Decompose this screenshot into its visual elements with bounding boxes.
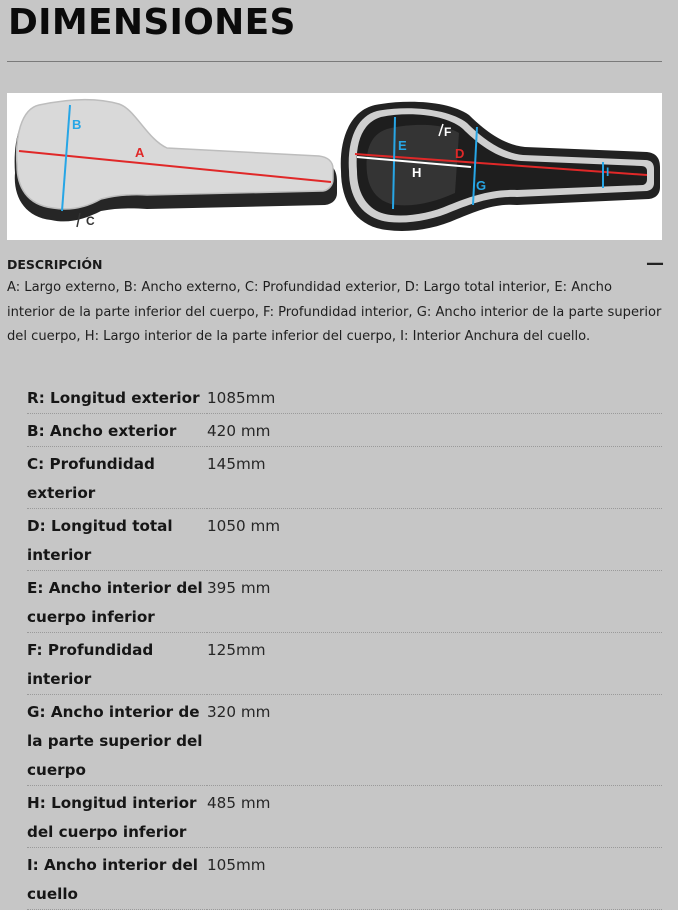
minus-icon[interactable]: — bbox=[646, 253, 664, 274]
dimension-g-label: G bbox=[476, 178, 487, 193]
dimension-c-label: C bbox=[86, 214, 95, 228]
spec-label: H: Longitud interior del cuerpo inferior bbox=[27, 786, 207, 848]
spec-value: 1050 mm bbox=[207, 509, 662, 571]
table-row bbox=[27, 633, 662, 695]
case-dimensions-diagram bbox=[7, 93, 662, 240]
spec-label: F: Profundidad interior bbox=[27, 633, 207, 695]
dimension-e-label: E bbox=[398, 138, 407, 153]
spec-value: 320 mm bbox=[207, 695, 662, 786]
spec-label: D: Longitud total interior bbox=[27, 509, 207, 571]
dimension-h-label: H bbox=[412, 165, 422, 180]
table-row bbox=[27, 447, 662, 509]
spec-label: E: Ancho interior del cuerpo inferior bbox=[27, 571, 207, 633]
dimension-i-label: I bbox=[606, 165, 610, 179]
open-case-illustration bbox=[341, 102, 660, 231]
spec-value: 485 mm bbox=[207, 786, 662, 848]
table-row bbox=[27, 848, 662, 910]
spec-value: 1085mm bbox=[207, 381, 662, 414]
table-row bbox=[27, 695, 662, 786]
table-row bbox=[27, 414, 662, 447]
spec-value: 420 mm bbox=[207, 414, 662, 447]
table-row bbox=[27, 571, 662, 633]
dimensions-table bbox=[27, 381, 662, 910]
spec-label: G: Ancho interior de la parte superior del cuerpo bbox=[27, 695, 207, 786]
table-row bbox=[27, 509, 662, 571]
dimension-f-label: F bbox=[444, 125, 452, 139]
dimension-b-label: B bbox=[72, 117, 82, 132]
spec-label: R: Longitud exterior bbox=[27, 381, 207, 414]
spec-value: 125mm bbox=[207, 633, 662, 695]
dimension-a-label: A bbox=[135, 145, 145, 160]
description-text: A: Largo externo, B: Ancho externo, C: Profundidad exterior, D: Largo total interior, E: Ancho interior de la parte inferior del cuerpo, F: Profundidad interior, G: Ancho interior de la parte superior del cuerpo, H: Largo interior de la parte inferior del cuerpo, I: Interior Anchura del cuello. bbox=[7, 280, 662, 345]
description-header[interactable] bbox=[7, 255, 662, 273]
spec-label: C: Profundidad exterior bbox=[27, 447, 207, 509]
table-row bbox=[27, 381, 662, 414]
spec-value: 145mm bbox=[207, 447, 662, 509]
case-diagram-svg bbox=[7, 93, 662, 240]
spec-label: I: Ancho interior del cuello bbox=[27, 848, 207, 910]
spec-label: B: Ancho exterior bbox=[27, 414, 207, 447]
description-title: DESCRIPCIÓN bbox=[7, 256, 103, 272]
closed-case-illustration bbox=[15, 100, 337, 228]
spec-value: 395 mm bbox=[207, 571, 662, 633]
dimension-d-label: D bbox=[455, 146, 465, 161]
page-title: DIMENSIONES bbox=[8, 2, 296, 43]
table-row bbox=[27, 786, 662, 848]
spec-value: 105mm bbox=[207, 848, 662, 910]
title-divider bbox=[7, 61, 662, 62]
